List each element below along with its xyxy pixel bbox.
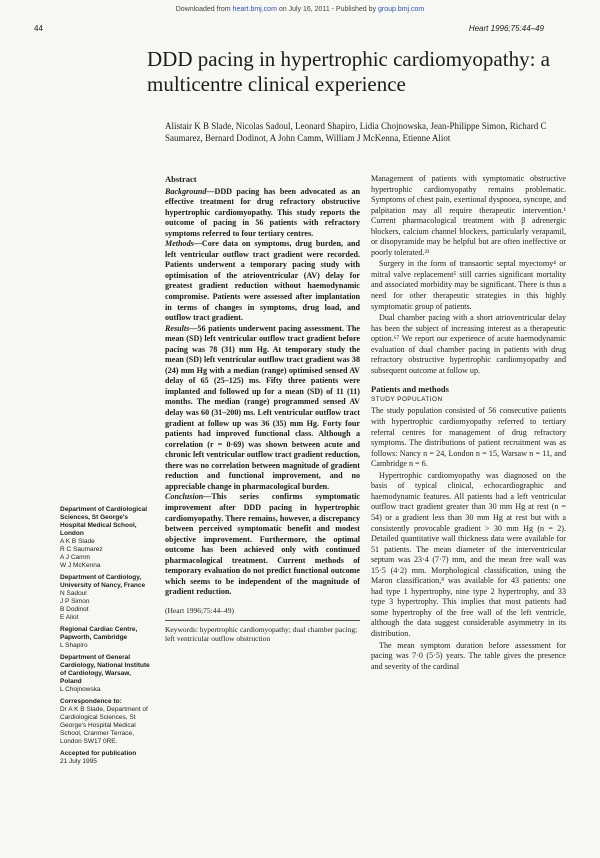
affiliation-members: N Sadoul J P Simon B Dodinot E Aliot: [60, 590, 90, 621]
abstract-column: [165, 174, 360, 643]
abstract-citation: (Heart 1996;75:44–49): [165, 605, 234, 615]
affiliation-block: [60, 750, 150, 766]
abstract-methods: Methods—Core data on symptoms, drug burden, and left ventricular outflow tract gradient were recorded. Patients underwent a temporary pacing study with optimisation of the atrioventricular (AV) delay for greatest gradient reduction without haemodynamic compromise. Patients were assessed after implantation in terms of changes in symptoms, drug load, and outflow tract gradient.: [165, 239, 360, 323]
abstract-results: Results—56 patients underwent pacing assessment. The mean (SD) left ventricular outflow tract gradient before pacing was 78 (31) mm Hg. At temporary study the mean (SD) left ventricular outflow tract gradient was 38 (24) mm Hg with a median (range) optimised sensed AV delay of 65 (25–125) ms. Fifty three patients were implanted and followed up for a mean (SD) of 11 (11) months. The median (range) programmed sensed AV delay was 60 (31–200) ms. Left ventricular outflow tract gradient at follow up was 36 (35) mm Hg. Forty four patients had improved functional class. Although a correlation (r = 0·69) was shown between acute and chronic left ventricular outflow tract gradient reduction, there was no correlation between magnitude of gradient reduction and functional improvement, and no appreciable change in pharmacological burden.: [165, 323, 360, 491]
affiliation-name: Regional Cardiac Centre, Papworth, Cambridge: [60, 626, 138, 641]
affiliation-members: Dr A K B Slade, Department of Cardiological Sciences, St George's Hospital Medical School, Cranmer Terrace, London SW17 0RE.: [60, 706, 148, 745]
introduction: [371, 174, 566, 376]
affiliation-name: Department of General Cardiology, National Institute of Cardiology, Warsaw, Poland: [60, 654, 150, 685]
affiliation-name: Department of Cardiology, University of Nancy, France: [60, 574, 146, 589]
affiliation-members: L Chojnowska: [60, 686, 101, 693]
body-column: [371, 174, 566, 673]
affiliation-members: L Shapiro: [60, 642, 88, 649]
methods-text: [371, 406, 566, 672]
abstract-conclusion: Conclusion—This series confirms symptomatic improvement after DDD pacing in hypertrophic cardiomyopathy. There remains, however, a discrepancy between perceived symptomatic benefit and modest objective improvement. Furthermore, the optimal outcome has been achieved only with continued pharmacological treatment. Current methods of temporary evaluation do not predict functional outcome which seems to be independent of the magnitude of gradient reduction.: [165, 492, 360, 597]
affiliation-members: A K B Slade R C Saumarez A J Camm W J McKenna: [60, 538, 103, 569]
body-paragraph: Surgery in the form of transaortic septal myectomy⁴ or mitral valve replacement⁵ still carries significant mortality and associated morbidity may be significant. There is thus a need for other therapeutic strategies in this highly symptomatic group of patients.: [371, 259, 566, 311]
affiliation-name: Correspondence to:: [60, 698, 122, 705]
section-heading: Patients and methods: [371, 384, 449, 395]
affiliation-block: [60, 506, 150, 570]
abstract-background: Background—DDD pacing has been advocated as an effective treatment for drug refractory obstructive hypertrophic cardiomyopathy. This study reports the outcome of pacing in 56 patients with refractory symptoms referred to four tertiary centres.: [165, 186, 360, 238]
journal-reference: Heart 1996;75:44–49: [468, 24, 544, 33]
subsection-heading: STUDY POPULATION: [371, 395, 443, 403]
keywords: Keywords: hypertrophic cardiomyopathy; dual chamber pacing; left ventricular outflow obstruction: [165, 625, 358, 644]
download-notice: Downloaded from heart.bmj.com on July 16, 2011 - Published by group.bmj.com: [175, 6, 425, 13]
body-paragraph: Management of patients with symptomatic obstructive hypertrophic cardiomyopathy remains problematic. Symptoms of chest pain, exertional dyspnoea, syncope, and palpitation may all require therapeutic intervention.¹ Current pharmacological treatment with β adrenergic blockers, calcium channel blockers, particularly verapamil, or disopyramide may be helpful but are often ineffective or poorly tolerated.²³: [371, 174, 566, 257]
affiliation-name: Department of Cardiological Sciences, St George's Hospital Medical School, London: [60, 506, 148, 537]
affiliation-block: [60, 626, 150, 650]
page-number: 44: [34, 24, 43, 33]
affiliation-block: [60, 574, 150, 622]
publisher-link[interactable]: group.bmj.com: [377, 6, 425, 13]
body-paragraph: Hypertrophic cardiomyopathy was diagnosed on the basis of typical clinical, echocardiographic and haemodynamic features. All patients had a left ventricular outflow tract gradient greater than 30 mm Hg at rest (n = 54) or a gradient less than 30 mm Hg at rest but with a consistently provocable gradient > 30 mm Hg (n = 2). Detailed quantitative wall thickness data were available for 51 patients. The mean diameter of the interventricular septum was 23·4 (7·7) mm, and the mean free wall was 15·5 (4·2) mm. Morphological classification, using the Maron classification,⁸ was available for 43 patients: one had type 1 hypertrophy, nine type 2 hypertrophy, and 33 type 3 hypertrophy. This implies that most patients had some hypertrophy of the free wall of the left ventricle, although the data suggest considerable asymmetry in its distribution.: [371, 470, 566, 638]
download-host-link[interactable]: heart.bmj.com: [232, 6, 277, 13]
affiliation-members: 21 July 1995: [60, 758, 97, 765]
article-title: DDD pacing in hypertrophic cardiomyopathy: a multicentre clinical experience: [147, 47, 550, 96]
affiliation-name: Accepted for publication: [60, 750, 137, 757]
author-list: Alistair K B Slade, Nicolas Sadoul, Leonard Shapiro, Lidia Chojnowska, Jean-Philippe Simon, Richard C Saumarez, Bernard Dodinot, A John Camm, William J McKenna, Etienne Aliot: [165, 121, 547, 143]
body-paragraph: Dual chamber pacing with a short atrioventricular delay has been the subject of increasing interest as a therapeutic option.⁶⁷ We report our experience of acute haemodynamic evaluation of dual chamber pacing in patients with drug refractory obstructive hypertrophic cardiomyopathy and subsequent outcome at follow up.: [371, 313, 566, 375]
abstract-heading: Abstract: [165, 174, 197, 184]
affiliation-block: [60, 698, 150, 746]
body-paragraph: The study population consisted of 56 consecutive patients with hypertrophic cardiomyopathy referred to tertiary referral centres for management of drug refractory symptoms. The distributions of patient recruitment was as follows: Nancy n = 24, London n = 15, Warsaw n = 11, and Cambridge n = 6.: [371, 406, 566, 469]
keyword-divider: [165, 620, 360, 621]
affiliations-sidebar: [60, 506, 150, 770]
body-paragraph: The mean symptom duration before assessment for pacing was 7·0 (5·5) years. The table gives the presence and severity of the cardinal: [371, 640, 566, 671]
affiliation-block: [60, 654, 150, 694]
